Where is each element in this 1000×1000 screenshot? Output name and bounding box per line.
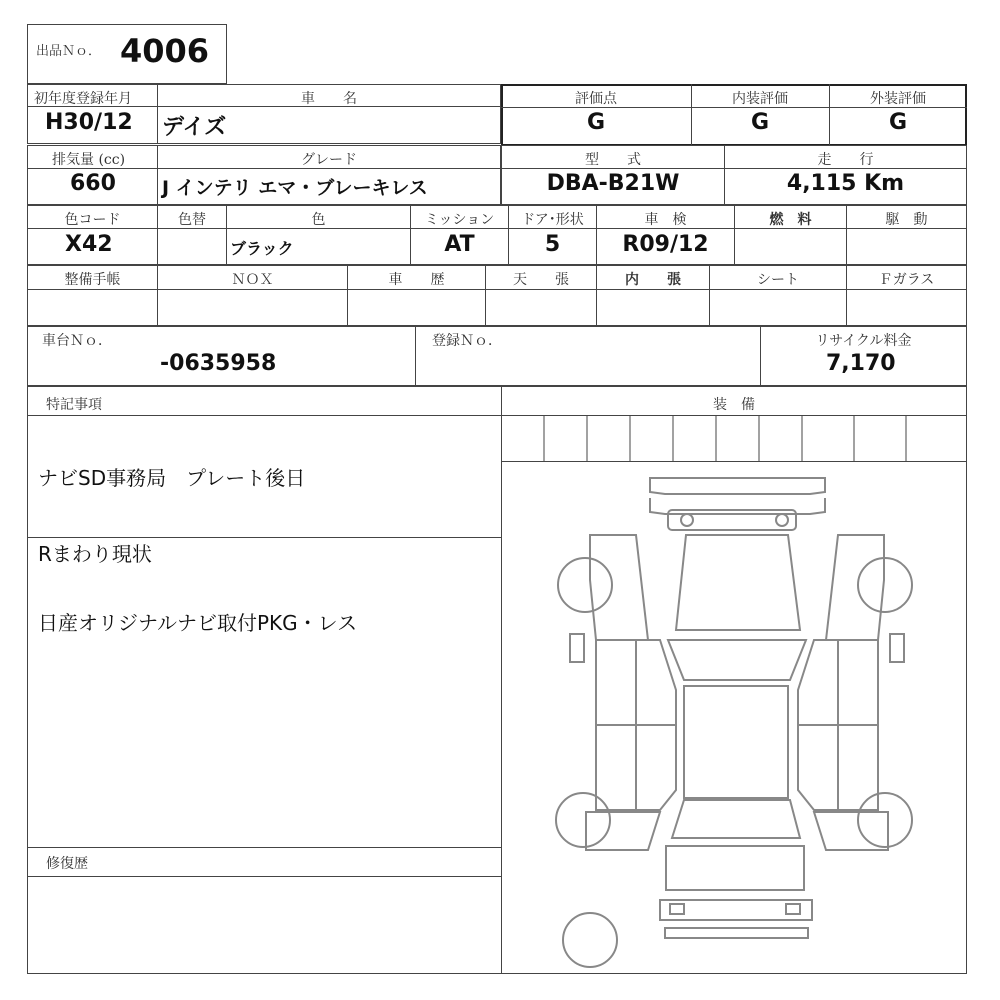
note-line-1: ナビSD事務局 プレート後日 [38,466,306,490]
front-lower-outline [650,498,825,514]
rear-hatch-outline [666,846,804,890]
lot-number: 4006 [120,32,210,70]
rear-skirt-outline [665,928,808,938]
rear-lamp-right [786,904,800,914]
repair-history-label: 修復歴 [46,856,88,872]
rear-window-outline [672,800,800,838]
front-bumper-outline [650,478,825,494]
interior-score-label: 内装評価 [732,91,788,107]
displacement-label: 排気量 (cc) [52,152,126,168]
color-code-value: X42 [65,232,113,257]
equipment-grid [544,415,906,461]
fuel-label: 燃 料 [769,212,812,228]
color-value: ブラック [230,239,294,258]
wheel-rear-left [556,793,610,847]
front-lamp-left [681,514,693,526]
right-rear-quarter [814,812,888,850]
drive-label: 駆 動 [885,212,928,228]
left-front-fender [590,535,648,640]
mileage-label: 走 行 [817,152,874,168]
model-value: DBA-B21W [546,171,680,196]
door-value: 5 [544,232,561,257]
grade-value: J インテリ エマ・ブレーキレス [162,177,428,199]
front-lamp-right [776,514,788,526]
reg-no-label: 登録Ｎｏ． [432,333,502,349]
car-diagram [556,478,912,967]
equipment-label: 装 備 [713,397,755,413]
right-mirror [890,634,904,662]
model-label: 型 式 [585,152,641,168]
history-label: 車 歴 [388,272,445,288]
windshield-outline [668,640,806,680]
left-mirror [570,634,584,662]
chassis-label: 車台Ｎｏ． [42,333,112,349]
right-front-fender [826,535,884,640]
interior-lining-label: 内 張 [625,272,681,288]
roof-label: 天 張 [513,272,569,288]
grade-label: グレード [301,152,357,168]
reg-year-label: 初年度登録年月 [34,91,132,107]
glass-label: Ｆガラス [878,272,935,288]
door-label: ドア･形状 [521,212,584,228]
left-rear-quarter [586,812,660,850]
seat-label: シート [757,272,799,288]
rear-lamp-left [670,904,684,914]
wheel-rear-right [858,793,912,847]
recycle-label: リサイクル料金 [815,333,912,349]
score-label: 評価点 [575,91,617,107]
note-line-3: 日産オリジナルナビ取付PKG・レス [38,611,358,635]
exterior-score-label: 外装評価 [870,91,926,107]
color-change-label: 色替 [178,212,206,228]
nox-label: ＮＯＸ [231,272,274,288]
chassis-value: -0635958 [160,351,277,376]
service-label: 整備手帳 [64,272,121,288]
wheel-front-left [558,558,612,612]
spare-wheel [563,913,617,967]
mileage-value: 4,115 Km [786,171,905,196]
special-notes-label: 特記事項 [46,397,102,413]
roof-outline [684,686,788,798]
inspection-value: R09/12 [622,232,709,257]
note-line-2: Rまわり現状 [38,542,152,566]
score-value: G [586,110,606,135]
displacement-value: 660 [70,171,116,196]
reg-year-value: H30/12 [45,110,133,135]
lot-number-label: 出品Ｎｏ． [36,44,102,59]
color-label: 色 [311,212,326,228]
recycle-value: 7,170 [826,351,896,376]
color-code-label: 色コード [64,212,121,228]
mission-label: ミッション [424,212,495,228]
hood-outline [676,535,800,630]
car-name-label: 車 名 [301,91,357,107]
exterior-score-value: G [888,110,908,135]
car-name-value: デイズ [162,115,227,140]
interior-score-value: G [750,110,770,135]
mission-value: AT [444,232,475,257]
inspection-label: 車 検 [644,212,687,228]
